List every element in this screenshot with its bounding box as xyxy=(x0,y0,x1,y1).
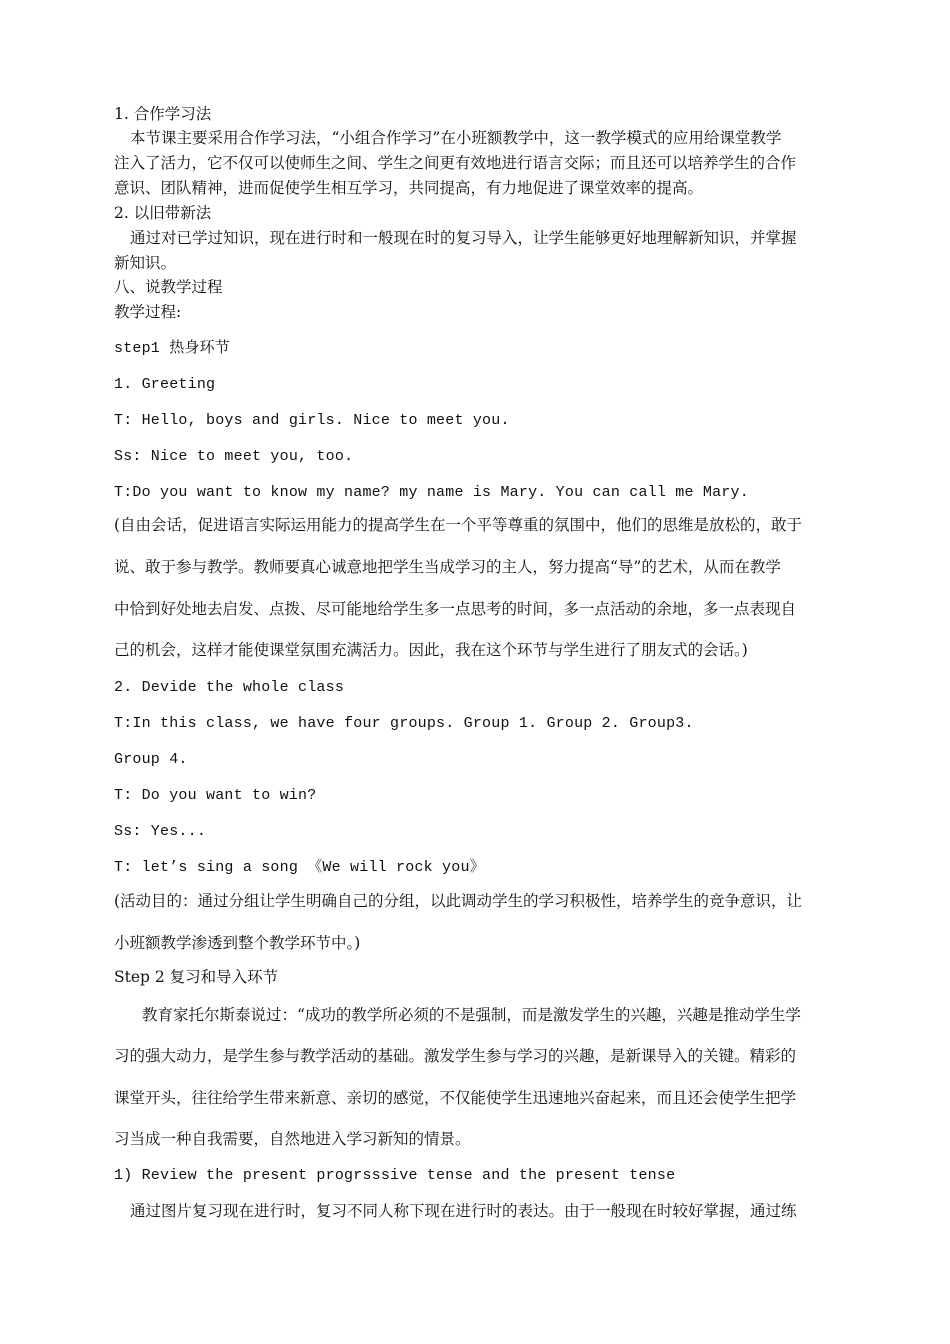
step2-heading: Step 2 复习和导入环节 xyxy=(114,968,279,986)
divide-title: 2. Devide the whole class xyxy=(114,679,345,696)
note-line: 己的机会，这样才能使课堂氛围充满活力。因此，我在这个环节与学生进行了朋友式的会话。) xyxy=(114,641,748,659)
item1-title: 1. 合作学习法 xyxy=(114,105,212,123)
note-line: 中恰到好处地去启发、点拨、尽可能地给学生多一点思考的时间，多一点活动的余地，多一点表现自 xyxy=(114,600,797,618)
dialogue-line: Group 4. xyxy=(114,751,188,768)
item2-paragraph-line: 通过对已学过知识，现在进行时和一般现在时的复习导入，让学生能够更好地理解新知识，并掌握 xyxy=(130,229,797,247)
note-line: (自由会话，促进语言实际运用能力的提高学生在一个平等尊重的氛围中，他们的思维是放松的，敢于 xyxy=(114,516,803,534)
review-title: 1) Review the present progrsssive tense and the present tense xyxy=(114,1167,676,1184)
dialogue-line: Ss: Yes... xyxy=(114,823,207,840)
greeting-title: 1. Greeting xyxy=(114,376,216,393)
note-line: 说、敢于参与教学。教师要真心诚意地把学生当成学习的主人，努力提高“导”的艺术，从而在教学 xyxy=(114,558,781,576)
item1-paragraph-line: 注入了活力，它不仅可以使师生之间、学生之间更有效地进行语言交际；而且还可以培养学生的合作 xyxy=(114,154,797,172)
dialogue-line: T:In this class, we have four groups. Group 1. Group 2. Group3. xyxy=(114,715,694,732)
dialogue-line: T: let’s sing a song 《We will rock you》 xyxy=(114,859,485,876)
item1-paragraph-line: 本节课主要采用合作学习法，“小组合作学习”在小班额教学中，这一教学模式的应用给课堂教学 xyxy=(130,129,782,147)
review-paragraph-line: 通过图片复习现在进行时，复习不同人称下现在进行时的表达。由于一般现在时较好掌握，通过练 xyxy=(130,1202,797,1220)
dialogue-line: T:Do you want to know my name? my name is Mary. You can call me Mary. xyxy=(114,484,749,501)
dialogue-line: T: Do you want to win? xyxy=(114,787,317,804)
section-heading: 八、说教学过程 xyxy=(114,278,223,296)
dialogue-line: T: Hello, boys and girls. Nice to meet you. xyxy=(114,412,510,429)
process-label: 教学过程: xyxy=(114,303,182,321)
dialogue-line: Ss: Nice to meet you, too. xyxy=(114,448,354,465)
note-line: (活动目的：通过分组让学生明确自己的分组，以此调动学生的学习积极性，培养学生的竞争意识，让 xyxy=(114,892,803,910)
quote-line: 习当成一种自我需要，自然地进入学习新知的情景。 xyxy=(114,1130,471,1148)
item2-paragraph-line: 新知识。 xyxy=(114,254,177,272)
quote-line: 教育家托尔斯泰说过：“成功的教学所必须的不是强制，而是激发学生的兴趣，兴趣是推动学生学 xyxy=(142,1006,801,1024)
item1-paragraph-line: 意识、团队精神，进而促使学生相互学习，共同提高，有力地促进了课堂效率的提高。 xyxy=(114,179,704,197)
quote-line: 课堂开头，往往给学生带来新意、亲切的感觉，不仅能使学生迅速地兴奋起来，而且还会使学生把学 xyxy=(114,1089,797,1107)
quote-line: 习的强大动力，是学生参与教学活动的基础。激发学生参与学习的兴趣，是新课导入的关键。精彩的 xyxy=(114,1047,797,1065)
item2-title: 2. 以旧带新法 xyxy=(114,204,212,222)
note-line: 小班额教学渗透到整个教学环节中。) xyxy=(114,934,361,952)
step1-heading: step1 热身环节 xyxy=(114,340,231,357)
